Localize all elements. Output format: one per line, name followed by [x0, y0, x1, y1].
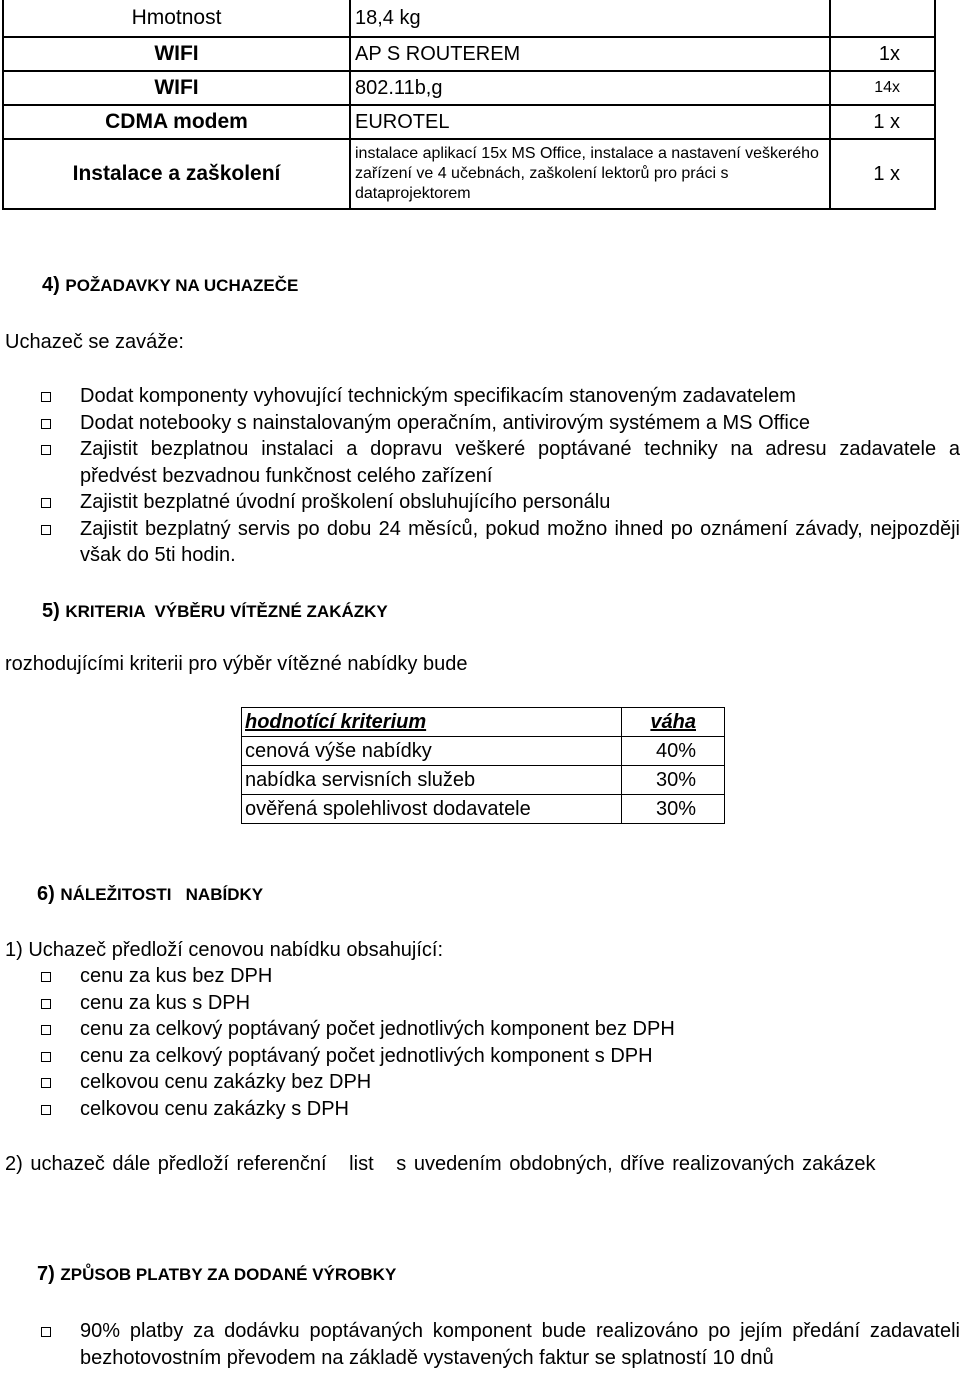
- section-number: 5): [42, 600, 60, 622]
- section-intro: rozhodujícími kriterii pro výběr vítězné nabídky bude: [5, 653, 468, 675]
- spec-desc: 802.11b,g: [350, 71, 830, 105]
- spec-qty: 1 x: [830, 139, 935, 209]
- checkbox-bullet-icon: [41, 419, 51, 429]
- table-row: [3, 37, 935, 71]
- spec-qty: 1x: [830, 37, 935, 71]
- spec-desc: 18,4 kg: [350, 0, 830, 37]
- checkbox-bullet-icon: [41, 445, 51, 455]
- checkbox-bullet-icon: [41, 525, 51, 535]
- section-title: NÁLEŽITOSTI NABÍDKY: [60, 885, 264, 904]
- checkbox-bullet-icon: [41, 1025, 51, 1035]
- spec-name: WIFI: [3, 71, 350, 105]
- table-row: [3, 105, 935, 139]
- list-item: cenu za celkový poptávaný počet jednotlivých komponent bez DPH: [0, 1016, 960, 1043]
- spec-name: Instalace a zaškolení: [3, 139, 350, 209]
- spec-desc: AP S ROUTEREM: [350, 37, 830, 71]
- offer-item-2: 2) uchazeč dále předloží referenční list s uvedením obdobných, dříve realizovaných zakázek: [5, 1153, 876, 1175]
- section-number: 6): [37, 883, 55, 905]
- spec-name: CDMA modem: [3, 105, 350, 139]
- table-row: [3, 71, 935, 105]
- spec-qty: 14x: [830, 71, 935, 105]
- list-item: Zajistit bezplatný servis po dobu 24 měsíců, pokud možno ihned po oznámení závady, nejpozději však do 5ti hodin.: [0, 516, 960, 569]
- requirements-list: [0, 383, 960, 569]
- list-item: cenu za kus s DPH: [0, 990, 960, 1017]
- criterion-cell: ověřená spolehlivost dodavatele: [242, 795, 622, 824]
- spec-name: Hmotnost: [3, 0, 350, 37]
- list-item: Zajistit bezplatnou instalaci a dopravu veškeré poptávané techniky na adresu zadavatele a předvést bezvadnou funkčnost celého zařízení: [0, 436, 960, 489]
- criteria-table: [241, 707, 725, 824]
- list-item: cenu za kus bez DPH: [0, 963, 960, 990]
- section-title: POŽADAVKY NA UCHAZEČE: [65, 276, 299, 295]
- criterion-header: hodnotící kriterium: [242, 708, 622, 737]
- table-row: [3, 0, 935, 37]
- spec-qty: [830, 0, 935, 37]
- weight-cell: 40%: [622, 737, 725, 766]
- checkbox-bullet-icon: [41, 392, 51, 402]
- checkbox-bullet-icon: [41, 1105, 51, 1115]
- list-item: Dodat komponenty vyhovující technickým specifikacím stanoveným zadavatelem: [0, 383, 960, 410]
- offer-item-1: 1) Uchazeč předloží cenovou nabídku obsahující:: [5, 939, 444, 961]
- table-row: [242, 795, 725, 824]
- spec-desc: EUROTEL: [350, 105, 830, 139]
- list-item: cenu za celkový poptávaný počet jednotlivých komponent s DPH: [0, 1043, 960, 1070]
- spec-qty: 1 x: [830, 105, 935, 139]
- checkbox-bullet-icon: [41, 1327, 51, 1337]
- checkbox-bullet-icon: [41, 1078, 51, 1088]
- spec-name: WIFI: [3, 37, 350, 71]
- section-intro: Uchazeč se zaváže:: [5, 331, 184, 353]
- checkbox-bullet-icon: [41, 999, 51, 1009]
- list-item: 90% platby za dodávku poptávaných komponent bude realizováno po jejím předání zadavateli bezhotovostním převodem na základě vystavených faktur se splatností 10 dnů: [0, 1318, 960, 1371]
- section-title: KRITERIA VÝBĚRU VÍTĚZNÉ ZAKÁZKY: [65, 602, 388, 621]
- list-item: celkovou cenu zakázky s DPH: [0, 1096, 960, 1123]
- spec-table: [2, 0, 936, 210]
- list-item: Dodat notebooky s nainstalovaným operačním, antivirovým systémem a MS Office: [0, 410, 960, 437]
- weight-header: váha: [622, 708, 725, 737]
- section-heading-5: [42, 600, 388, 623]
- table-row: [242, 766, 725, 795]
- section-number: 7): [37, 1263, 55, 1285]
- section-heading-7: [37, 1263, 396, 1286]
- section-title: ZPŮSOB PLATBY ZA DODANÉ VÝROBKY: [60, 1265, 397, 1284]
- offer-contents-list: [0, 963, 960, 1122]
- section-number: 4): [42, 274, 60, 296]
- payment-list: [0, 1318, 960, 1371]
- table-row: [3, 139, 935, 209]
- criterion-cell: cenová výše nabídky: [242, 737, 622, 766]
- checkbox-bullet-icon: [41, 498, 51, 508]
- table-header-row: [242, 708, 725, 737]
- spec-desc: instalace aplikací 15x MS Office, instalace a nastavení veškerého zařízení ve 4 učebnách, zaškolení lektorů pro práci s dataprojektorem: [350, 139, 830, 209]
- checkbox-bullet-icon: [41, 972, 51, 982]
- table-row: [242, 737, 725, 766]
- section-heading-6: [37, 883, 263, 906]
- checkbox-bullet-icon: [41, 1052, 51, 1062]
- criterion-cell: nabídka servisních služeb: [242, 766, 622, 795]
- weight-cell: 30%: [622, 795, 725, 824]
- weight-cell: 30%: [622, 766, 725, 795]
- list-item: celkovou cenu zakázky bez DPH: [0, 1069, 960, 1096]
- list-item: Zajistit bezplatné úvodní proškolení obsluhujícího personálu: [0, 489, 960, 516]
- section-heading-4: [42, 274, 298, 297]
